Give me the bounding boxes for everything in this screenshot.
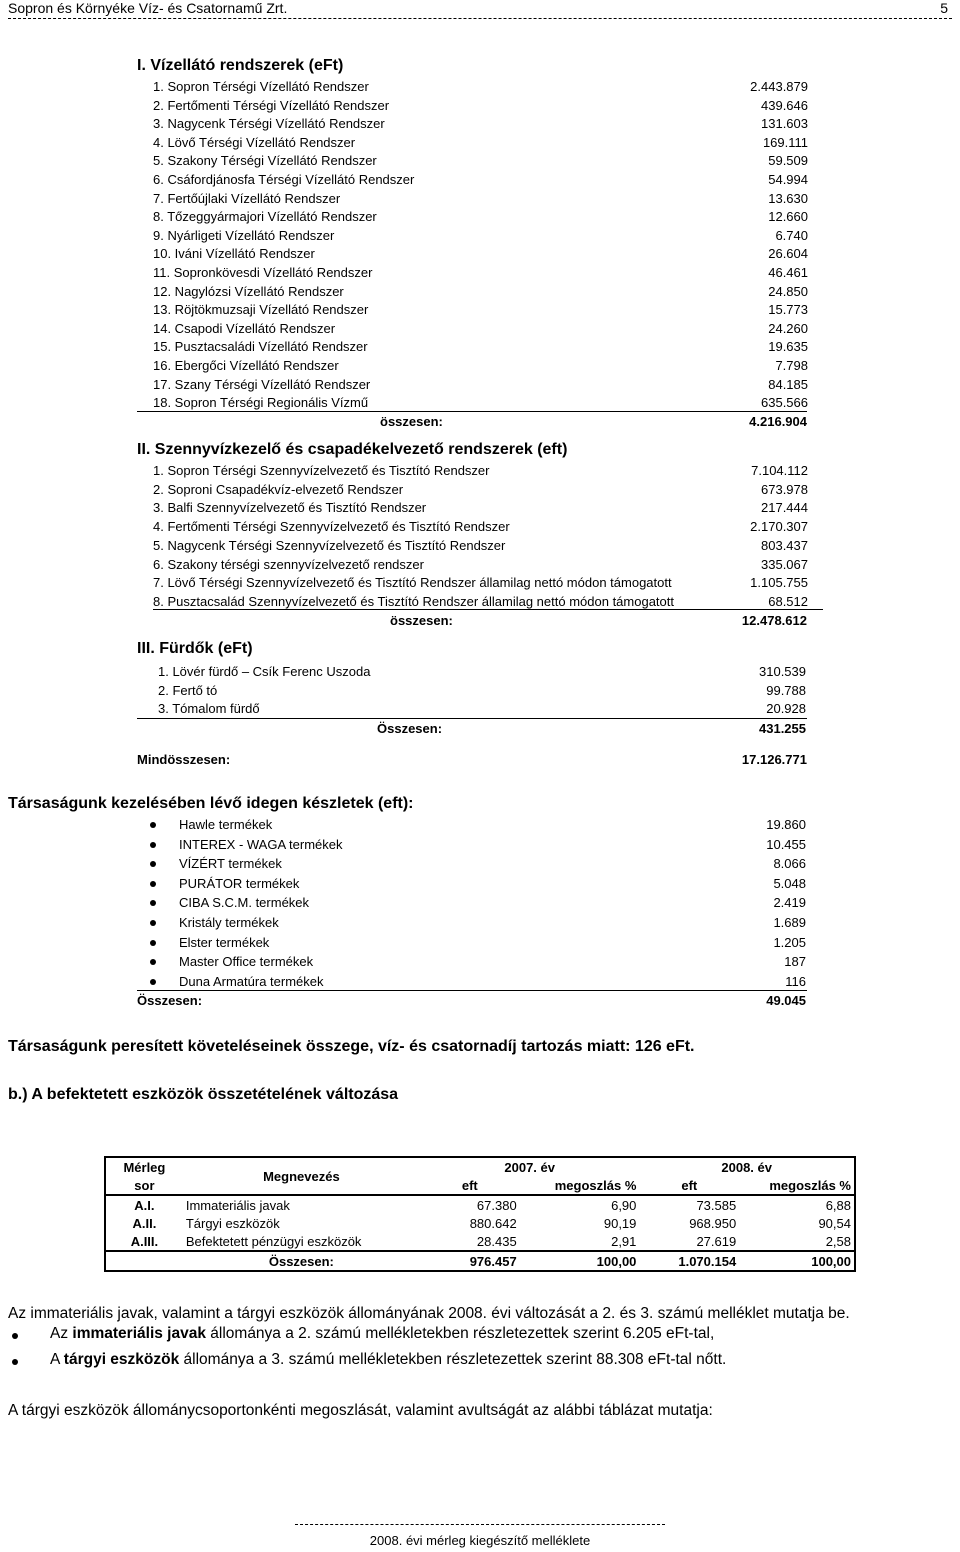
section1-item-label: 16. Ebergőci Vízellátó Rendszer (153, 358, 339, 373)
foreign-stock-bullet (150, 940, 156, 946)
paragraph-2: A tárgyi eszközök állománycsoportonkénti megoszlását, valamint avultságát az alábbi táblázat mutatja: (8, 1402, 713, 1419)
section2-item (153, 518, 808, 536)
table-header-row-1 (105, 1157, 855, 1176)
foreign-stock-item-value: 5.048 (773, 875, 806, 891)
cell-sor: A.II. (132, 1215, 157, 1231)
section1-item (153, 190, 808, 208)
cell-pct08: 2,58 (825, 1233, 851, 1249)
foreign-stock-bullet (150, 900, 156, 906)
section1-item-value: 24.260 (768, 320, 808, 336)
section1-total-label: összesen: (380, 414, 443, 429)
foreign-stock-item (179, 894, 806, 912)
section3-item-label: 1. Lövér fürdő – Csík Ferenc Uszoda (158, 664, 371, 679)
foreign-stock-item (179, 836, 806, 854)
balance-rows (105, 1195, 855, 1251)
foreign-stock-bullet (150, 920, 156, 926)
section1-item (153, 376, 808, 394)
header-eft-2007: eft (461, 1177, 478, 1193)
foreign-stock-bullet (150, 861, 156, 867)
cell-eft08: 73.585 (696, 1197, 737, 1213)
section1-item-value: 54.994 (768, 172, 808, 187)
header-megoszlas-2008: megoszlás % (769, 1177, 851, 1193)
foreign-stock-item (179, 914, 806, 932)
section1-item-label: 8. Tőzeggyármajori Vízellátó Rendszer (153, 209, 377, 225)
header-2007: 2007. év (504, 1159, 555, 1175)
table-row (105, 1232, 855, 1251)
foreign-stock-bullet (150, 822, 156, 828)
header-company: Sopron és Környéke Víz- és Csatornamű Zrt. (8, 0, 288, 16)
section2-item-label: 6. Szakony térségi szennyvízelvezető rendszer (153, 556, 424, 572)
total-pct-2007: 100,00 (596, 1253, 637, 1269)
section2-total-rule (153, 609, 823, 610)
section1-total (380, 413, 807, 431)
section1-item (153, 227, 808, 245)
total-eft-2007: 976.457 (469, 1253, 517, 1269)
section1-item-value: 84.185 (768, 376, 808, 392)
cell-pct07: 6,90 (611, 1197, 637, 1213)
receivables-text: Társaságunk peresített követeléseinek összege, víz- és csatornadíj tartozás miatt: 126 eFt. (8, 1038, 695, 1055)
cell-eft08: 27.619 (696, 1233, 737, 1249)
section3-item-label: 2. Fertő tó (158, 682, 218, 698)
cell-pct07: 2,91 (611, 1233, 637, 1249)
section3-total-label: Összesen: (377, 721, 443, 736)
cell-sor: A.I. (134, 1197, 155, 1213)
section1-item-label: 12. Nagylózsi Vízellátó Rendszer (153, 283, 344, 299)
section2-item-value: 335.067 (761, 556, 808, 572)
foreign-stock-item-label: Duna Armatúra termékek (179, 973, 324, 989)
bullet-1-post: állománya a 2. számú mellékletekben részletezettek szerint 6.205 eFt-tal, (205, 1325, 715, 1342)
cell-pct08: 6,88 (825, 1197, 851, 1213)
section1-item-value: 7.798 (775, 358, 808, 373)
foreign-stock-item-value: 187 (784, 954, 806, 970)
section-b-title: b.) A befektetett eszközök összetételének változása (8, 1086, 399, 1103)
section3-total (377, 720, 806, 738)
section1-item (153, 78, 808, 96)
section1-item-label: 1. Sopron Térségi Vízellátó Rendszer (153, 79, 369, 94)
page-number: 5 (940, 0, 948, 16)
grand-total-row (137, 751, 807, 769)
foreign-stock-bullet (150, 979, 156, 985)
foreign-stock-total-label: Összesen: (137, 993, 203, 1008)
section2-total-value: 12.478.612 (741, 613, 807, 628)
foreign-stock-total (137, 992, 806, 1010)
table-row (105, 1195, 855, 1214)
bullet-1-bold: immateriális javak (72, 1325, 206, 1342)
foreign-stock-item (179, 934, 806, 952)
total-eft-2008: 1.070.154 (678, 1253, 737, 1269)
header-megoszlas-2007: megoszlás % (554, 1177, 637, 1193)
section1-item-value: 26.604 (768, 246, 808, 262)
cell-pct07: 90,19 (603, 1215, 637, 1231)
foreign-stock-item-label: Master Office termékek (179, 954, 314, 970)
foreign-stock-bullet (150, 959, 156, 965)
section2-item-label: 3. Balfi Szennyvízelvezető és Tisztító Rendszer (153, 500, 427, 516)
section3-item (158, 682, 806, 700)
paragraph-1: Az immateriális javak, valamint a tárgyi eszközök állományának 2008. évi változását a 2. és 3. számú melléklet mutatja be. (8, 1305, 850, 1322)
foreign-stock-item-value: 10.455 (766, 836, 806, 852)
total-blank (105, 1251, 183, 1271)
table-row (105, 1214, 855, 1232)
foreign-stock-bullet (150, 842, 156, 848)
foreign-stock-item-value: 19.860 (766, 817, 806, 832)
section1-title: I. Vízellátó rendszerek (eFt) (137, 57, 344, 74)
section1-item (153, 264, 808, 282)
cell-eft08: 968.950 (689, 1215, 737, 1231)
bullet-2-post: állománya a 3. számú mellékletekben részletezettek szerint 88.308 eFt-tal nőtt. (179, 1351, 727, 1368)
foreign-stock-item-value: 1.689 (773, 915, 806, 930)
section2-item-value: 68.512 (768, 593, 808, 609)
section1-item (153, 245, 808, 263)
foreign-stock-item-label: INTEREX - WAGA termékek (179, 836, 343, 852)
section1-item-value: 169.111 (762, 134, 808, 150)
section1-item-label: 4. Lövő Térségi Vízellátó Rendszer (153, 134, 356, 150)
header-sor: sor (134, 1177, 155, 1193)
section2-item (153, 481, 808, 499)
cell-name: Immateriális javak (185, 1197, 290, 1213)
section1-item-value: 46.461 (768, 265, 808, 280)
section1-item-label: 14. Csapodi Vízellátó Rendszer (153, 320, 336, 336)
section1-item (153, 338, 808, 356)
foreign-stock-item-value: 1.205 (773, 934, 806, 950)
foreign-stock-bullet (150, 881, 156, 887)
section3-item-value: 20.928 (766, 701, 806, 717)
section1-item-value: 59.509 (768, 153, 808, 169)
bullet-2-bold: tárgyi eszközök (63, 1351, 180, 1368)
section1-item-label: 13. Röjtökmuzsaji Vízellátó Rendszer (153, 302, 369, 318)
section2-item (153, 574, 808, 592)
section1-item-label: 2. Fertőmenti Térségi Vízellátó Rendszer (153, 97, 390, 113)
balance-table (104, 1156, 856, 1272)
section1-item-value: 131.603 (761, 116, 808, 132)
section1-item-value: 439.646 (761, 97, 808, 113)
section2-item-value: 7.104.112 (751, 463, 808, 478)
section1-total-value: 4.216.904 (749, 414, 807, 429)
bullet-1-pre: Az (50, 1325, 73, 1342)
foreign-stock-item-label: Hawle termékek (179, 817, 273, 832)
section1-item-value: 13.630 (768, 190, 808, 206)
section1-total-rule (137, 411, 807, 412)
bullet-2-pre: A (50, 1351, 64, 1368)
section2-total-label: összesen: (390, 613, 453, 628)
section2-title: II. Szennyvízkezelő és csapadékelvezető rendszerek (eft) (137, 441, 568, 458)
foreign-stock-item-value: 8.066 (773, 856, 806, 872)
section2-item-label: 4. Fertőmenti Térségi Szennyvízelvezető és Tisztító Rendszer (153, 519, 510, 535)
foreign-stock-item-label: VÍZÉRT termékek (179, 856, 282, 872)
section3-item-value: 310.539 (759, 664, 806, 679)
header-merleg: Mérleg (123, 1159, 166, 1175)
header-2008: 2008. év (721, 1159, 772, 1175)
section1-item-value: 635.566 (761, 395, 808, 411)
section2-item-value: 217.444 (761, 500, 808, 516)
foreign-stock-title: Társaságunk kezelésében lévő idegen készletek (eft): (8, 795, 414, 812)
section1-item (153, 115, 808, 133)
section2-item-value: 2.170.307 (750, 519, 808, 535)
section1-item (153, 283, 808, 301)
section1-item (153, 394, 808, 412)
total-label: Összesen: (268, 1253, 334, 1269)
section1-item-value: 24.850 (768, 283, 808, 299)
cell-pct08: 90,54 (818, 1215, 851, 1231)
section1-item-label: 6. Csáfordjánosfa Térségi Vízellátó Rendszer (153, 172, 415, 187)
bullet-dot-2 (12, 1359, 18, 1365)
foreign-stock-item (179, 875, 806, 893)
section3-item-label: 3. Tómalom fürdő (158, 701, 260, 717)
footer-text: 2008. évi mérleg kiegészítő melléklete (369, 1533, 591, 1548)
section3-total-rule (137, 718, 807, 719)
section1-item (153, 97, 808, 115)
section1-item-label: 15. Pusztacsaládi Vízellátó Rendszer (153, 339, 368, 355)
section1-item-label: 10. Iváni Vízellátó Rendszer (153, 246, 315, 262)
section2-item-value: 803.437 (761, 537, 808, 553)
section1-item-label: 5. Szakony Térségi Vízellátó Rendszer (153, 153, 377, 169)
section2-item-label: 1. Sopron Térségi Szennyvízelvezető és Tisztító Rendszer (153, 463, 490, 478)
cell-name: Tárgyi eszközök (185, 1215, 280, 1231)
foreign-stock-item-label: Elster termékek (179, 934, 270, 950)
foreign-stock-item (179, 855, 806, 873)
foreign-stock-total-value: 49.045 (766, 993, 806, 1008)
cell-sor: A.III. (130, 1233, 159, 1249)
section1-item (153, 208, 808, 226)
section3-item-value: 99.788 (766, 682, 806, 698)
foreign-stock-item (179, 816, 806, 834)
section1-item (153, 357, 808, 375)
section3-item (158, 663, 806, 681)
foreign-stock-item-label: CIBA S.C.M. termékek (179, 895, 310, 911)
grand-total-value: 17.126.771 (741, 752, 807, 767)
bullet-dot-1 (12, 1333, 18, 1339)
section1-item-label: 7. Fertőújlaki Vízellátó Rendszer (153, 190, 341, 206)
section2-item (153, 537, 808, 555)
cell-eft07: 67.380 (476, 1197, 517, 1213)
section2-item-label: 2. Soproni Csapadékvíz-elvezető Rendszer (153, 481, 404, 497)
section3-item (158, 700, 806, 718)
section1-item (153, 320, 808, 338)
section2-item (153, 499, 808, 517)
cell-eft07: 28.435 (476, 1233, 517, 1249)
section1-item-value: 19.635 (768, 339, 808, 355)
section1-item (153, 301, 808, 319)
cell-eft07: 880.642 (469, 1215, 517, 1231)
foreign-stock-item-value: 116 (785, 973, 806, 989)
foreign-stock-item (179, 973, 806, 991)
section1-item-label: 3. Nagycenk Térségi Vízellátó Rendszer (153, 116, 385, 132)
section2-item-label: 5. Nagycenk Térségi Szennyvízelvezető és Tisztító Rendszer (153, 537, 506, 553)
table-total-row (105, 1251, 855, 1271)
bullet-item-2 (50, 1351, 726, 1369)
section1-item-label: 11. Sopronkövesdi Vízellátó Rendszer (153, 265, 373, 280)
section1-item-value: 6.740 (775, 227, 808, 243)
foreign-stock-item (179, 953, 806, 971)
section1-item (153, 134, 808, 152)
section1-item (153, 171, 808, 189)
foreign-stock-item-value: 2.419 (773, 895, 806, 911)
section1-item (153, 152, 808, 170)
section2-item-value: 1.105.755 (750, 575, 808, 591)
section3-total-value: 431.255 (759, 721, 806, 736)
header-megnevezes: Megnevezés (263, 1168, 340, 1184)
section2-item-value: 673.978 (761, 481, 808, 497)
section1-item-label: 18. Sopron Térségi Regionális Vízmű (153, 395, 369, 411)
section1-item-label: 9. Nyárligeti Vízellátó Rendszer (153, 227, 335, 243)
section3-title: III. Fürdők (eFt) (137, 640, 253, 657)
header-eft-2008: eft (681, 1177, 698, 1193)
section2-item-label: 8. Pusztacsalád Szennyvízelvezető és Tisztító Rendszer államilag nettó módon támogatott (153, 593, 674, 609)
total-pct-2008: 100,00 (811, 1253, 851, 1269)
header-divider (8, 18, 952, 19)
section1-item-value: 15.773 (768, 302, 808, 318)
footer-divider (295, 1524, 665, 1525)
section2-item (153, 556, 808, 574)
section1-item-value: 12.660 (768, 209, 808, 225)
cell-name: Befektetett pénzügyi eszközök (185, 1233, 362, 1249)
foreign-stock-total-rule (137, 990, 807, 991)
foreign-stock-item-label: Kristály termékek (179, 915, 279, 930)
foreign-stock-item-label: PURÁTOR termékek (179, 875, 300, 891)
section1-item-label: 17. Szany Térségi Vízellátó Rendszer (153, 376, 371, 392)
section2-total (390, 612, 807, 630)
grand-total-label: Mindösszesen: (137, 752, 231, 767)
section2-item (153, 462, 808, 480)
bullet-item-1 (50, 1325, 714, 1343)
section1-item-value: 2.443.879 (750, 79, 808, 94)
section2-item-label: 7. Lövő Térségi Szennyvízelvezető és Tisztító Rendszer államilag nettó módon támogatott (153, 575, 672, 591)
